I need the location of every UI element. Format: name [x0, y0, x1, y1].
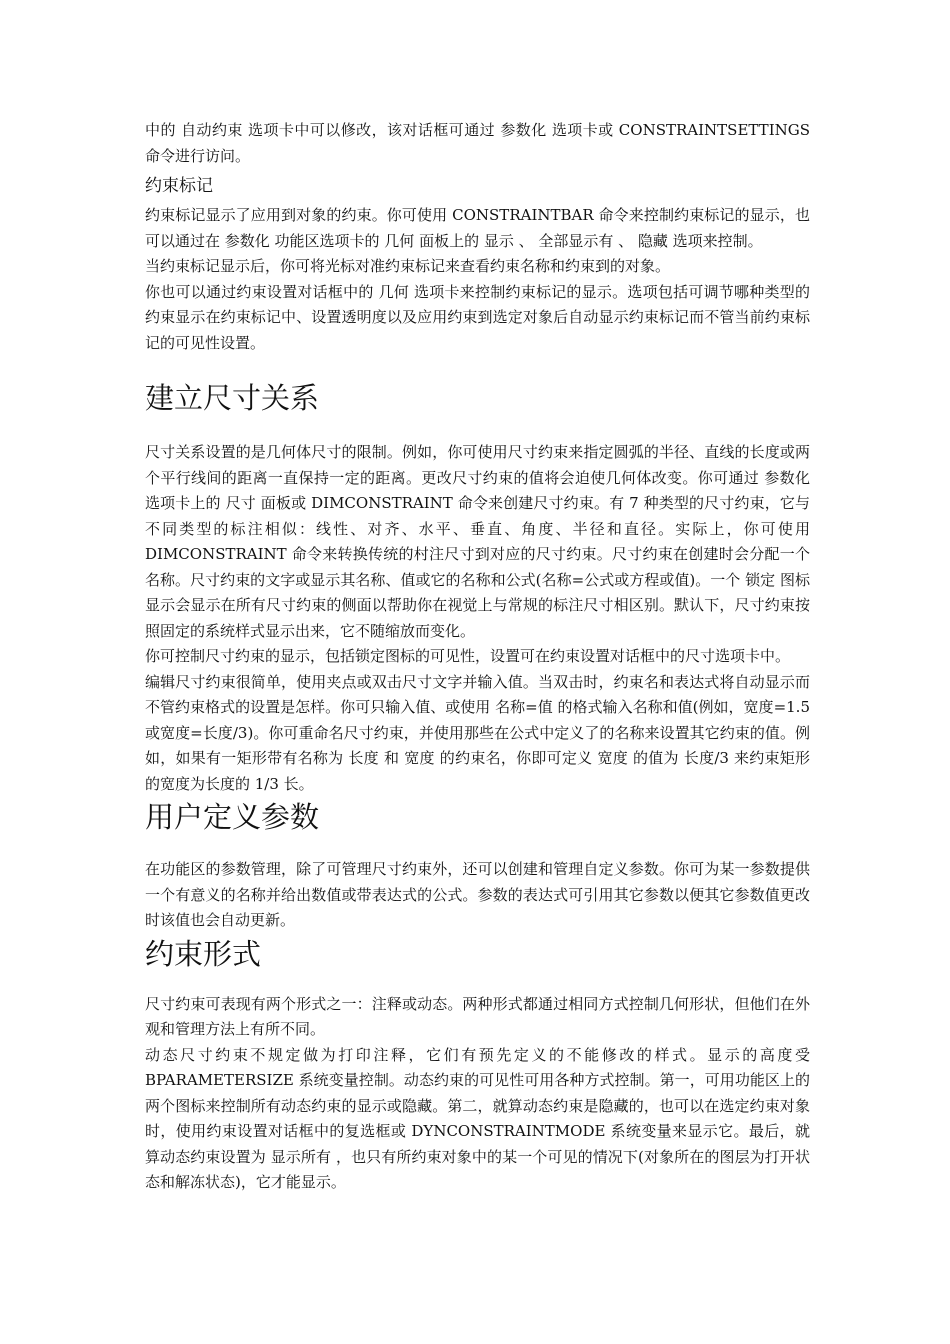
user-params-paragraph-1: 在功能区的参数管理，除了可管理尺寸约束外，还可以创建和管理自定义参数。你可为某一参数提供一个有意义的名称并给出数值或带表达式的公式。参数的表达式可引用其它参数以便其它参数值更改时该值也会自动更新。 — [145, 860, 810, 929]
heading-user-params: 用户定义参数 — [145, 800, 320, 834]
heading-constraint-forms: 约束形式 — [145, 936, 262, 971]
constraint-markers-paragraph-3: 你也可以通过约束设置对话框中的 几何 选项卡来控制约束标记的显示。选项包括可调节哪种类型的约束显示在约束标记中、设置透明度以及应用约束到选定对象后自动显示约束标记而不管当前约束标记的可见性设置。 — [145, 282, 810, 352]
dimensional-paragraph-1: 尺寸关系设置的是几何体尺寸的限制。例如，你可使用尺寸约束来指定圆弧的半径、直线的长度或两个平行线间的距离一直保持一定的距离。更改尺寸约束的值将会迫使几何体改变。你可通过 参数化 选项卡上的 尺寸 面板或 DIMCONSTRAINT 命令来创建尺寸约束。有 7 种类型的尺寸约束，它与不同类型的标注相似：线性、对齐、水平、垂直、角度、半径和直径。实际上，你可使用 DIMCONSTRAINT 命令来转换传统的村注尺寸到对应的尺寸约束。尺寸约束在创建时会分配一个名称。尺寸约束的文字或显示其名称、值或它的名称和公式(名称=公式或方程或值)。一个 锁定 图标显示会显示在所有尺寸约束的侧面以帮助你在视觉上与常规的标注尺寸相区别。默认下，尺寸约束按照固定的系统样式显示出来，它不随缩放而变化。 — [145, 443, 810, 640]
heading-dimensional: 建立尺寸关系 — [145, 381, 320, 415]
document-page — [145, 118, 810, 1196]
dimensional-paragraph-3: 编辑尺寸约束很简单，使用夹点或双击尺寸文字并输入值。当双击时，约束名和表达式将自动显示而不管约束格式的设置是怎样。你可只输入值、或使用 名称=值 的格式输入名称和值(例如，宽度=1.5 或宽度=长度/3)。你可重命名尺寸约束，并使用那些在公式中定义了的名称来设置其它约束的值。例如，如果有一矩形带有名称为 长度 和 宽度 的约束名，你即可定义 宽度 的值为 长度/3 来约束矩形的宽度为长度的 1/3 长。 — [145, 672, 810, 793]
constraint-forms-paragraph-1: 尺寸约束可表现有两个形式之一：注释或动态。两种形式都通过相同方式控制几何形状，但他们在外观和管理方法上有所不同。 — [145, 994, 810, 1038]
dimensional-paragraph-2: 你可控制尺寸约束的显示，包括锁定图标的可见性，设置可在约束设置对话框中的尺寸选项卡中。 — [145, 647, 791, 665]
section-subtitle-constraint-markers: 约束标记 — [145, 176, 213, 196]
constraint-markers-paragraph-1: 约束标记显示了应用到对象的约束。你可使用 CONSTRAINTBAR 命令来控制约束标记的显示，也可以通过在 参数化 功能区选项卡的 几何 面板上的 显示 、 全部显示有 、 隐藏 选项来控制。 — [145, 206, 810, 250]
constraint-markers-paragraph-2: 当约束标记显示后，你可将光标对准约束标记来查看约束名称和约束到的对象。 — [145, 257, 671, 275]
constraint-forms-paragraph-2: 动态尺寸约束不规定做为打印注释，它们有预先定义的不能修改的样式。显示的高度受 BPARAMETERSIZE 系统变量控制。动态约束的可见性可用各种方式控制。第一，可用功能区上的两个图标来控制所有动态约束的显示或隐藏。第二，就算动态约束是隐藏的，也可以在选定约束对象时，使用约束设置对话框中的复选框或 DYNCONSTRAINTMODE 系统变量来显示它。最后，就算动态约束设置为 显示所有 ，也只有所约束对象中的某一个可见的情况下(对象所在的图层为打开状态和解冻状态)，它才能显示。 — [145, 1045, 810, 1191]
intro-paragraph: 中的 自动约束 选项卡中可以修改，该对话框可通过 参数化 选项卡或 CONSTRAINTSETTINGS 命令进行访问。 — [145, 121, 810, 165]
